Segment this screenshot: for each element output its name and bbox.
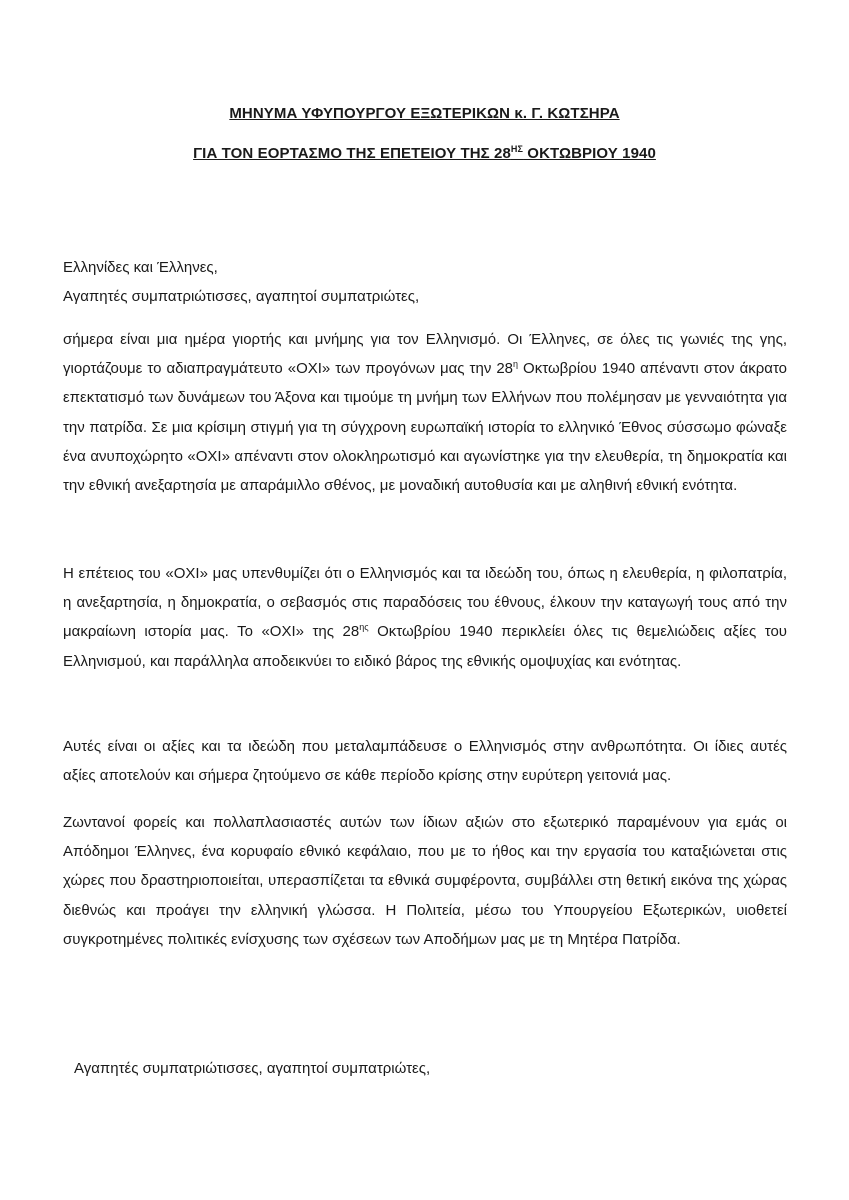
title-line-1: ΜΗΝΥΜΑ ΥΦΥΠΟΥΡΓΟΥ ΕΞΩΤΕΡΙΚΩΝ κ. Γ. ΚΩΤΣΗΡΑ — [229, 105, 620, 122]
title-line-2-suffix: ΟΚΤΩΒΡΙΟΥ 1940 — [523, 145, 656, 162]
paragraph-3: Αυτές είναι οι αξίες και τα ιδεώδη που μεταλαμπάδευσε ο Ελληνισμός στην ανθρωπότητα. Οι ίδιες αυτές αξίες αποτελούν και σήμερα ζητούμενο σε κάθε περίοδο κρίσης στην ευρύτερη γειτονιά μας. — [63, 738, 787, 785]
paragraph-2 — [63, 559, 787, 676]
title-line-2-text: ΓΙΑ ΤΟΝ ΕΟΡΤΑΣΜΟ ΤΗΣ ΕΠΕΤΕΙΟΥ ΤΗΣ 28 — [193, 145, 511, 162]
greeting-line-1: Ελληνίδες και Έλληνες, — [63, 259, 218, 276]
paragraph-4: Ζωντανοί φορείς και πολλαπλασιαστές αυτών των ίδιων αξιών στο εξωτερικό παραμένουν για εμάς οι Απόδημοι Έλληνες, ένα κορυφαίο εθνικό κεφάλαιο, που με το ήθος και την εργασία του καταξιώνεται στις χώρες που δραστηριοποιείται, υπερασπίζεται τα εθνικά συμφέροντα, συμβάλλει στη θετική εικόνα της χώρας διεθνώς και προάγει την ελληνική γλώσσα. Η Πολιτεία, μέσω του Υπουργείου Εξωτερικών, υιοθετεί συγκροτημένες πολιτικές ενίσχυσης των σχέσεων των Αποδήμων μας με τη Μητέρα Πατρίδα. — [63, 814, 787, 948]
closing-salutation: Αγαπητές συμπατριώτισσες, αγαπητοί συμπατριώτες, — [74, 1060, 431, 1077]
document-title — [60, 105, 789, 122]
paragraph-2-text-continued: Οκτωβρίου 1940 περικλείει όλες τις θεμελιώδεις αξίες του Ελληνισμού, και παράλληλα αποδεικνύει το ειδικό βάρος της εθνικής ομοψυχίας και ενότητας. — [63, 623, 787, 670]
greeting-block — [63, 253, 787, 311]
title-line-2-superscript: ΗΣ — [510, 144, 524, 154]
paragraph-2-text: Η επέτειος του «ΟΧΙ» μας υπενθυμίζει ότι ο Ελληνισμός και τα ιδεώδη του, όπως η ελευθερία, η φιλοπατρία, η ανεξαρτησία, η δημοκρατία, ο σεβασμός στις παραδόσεις του έθνους, έλκουν την καταγωγή τους από την μακραίωνη ιστορία μας. Το «ΟΧΙ» της 28 — [63, 565, 787, 641]
paragraph-1-text: σήμερα είναι μια ημέρα γιορτής και μνήμης για τον Ελληνισμό. Οι Έλληνες, σε όλες τις γωνιές της γης, γιορτάζουμε το αδιαπραγμάτευτο «ΟΧΙ» των προγόνων μας την 28 — [63, 331, 787, 378]
paragraph-1-superscript: η — [513, 359, 519, 370]
paragraph-1-text-continued: Οκτωβρίου 1940 απέναντι στον άκρατο επεκτατισμό των δυνάμεων του Άξονα και τιμούμε τη μνήμη των Ελλήνων που πολέμησαν με γενναιότητα για την πατρίδα. Σε μια κρίσιμη στιγμή για τη σύγχρονη ευρωπαϊκή ιστορία το ελληνικό Έθνος σύσσωμο φώναξε ένα ανυποχώρητο «ΟΧΙ» απέναντι στον ολοκληρωτισμό και αγωνίστηκε για την ελευθερία, τη δημοκρατία και την εθνική ανεξαρτησία με απαράμιλλο σθένος, με μοναδική αυτοθυσία και με αληθινή εθνική ενότητα. — [63, 360, 787, 495]
greeting-line-2: Αγαπητές συμπατριώτισσες, αγαπητοί συμπατριώτες, — [63, 288, 420, 306]
paragraph-2-superscript: ης — [359, 622, 369, 633]
paragraph-1 — [63, 325, 787, 500]
document-subtitle — [60, 145, 789, 162]
